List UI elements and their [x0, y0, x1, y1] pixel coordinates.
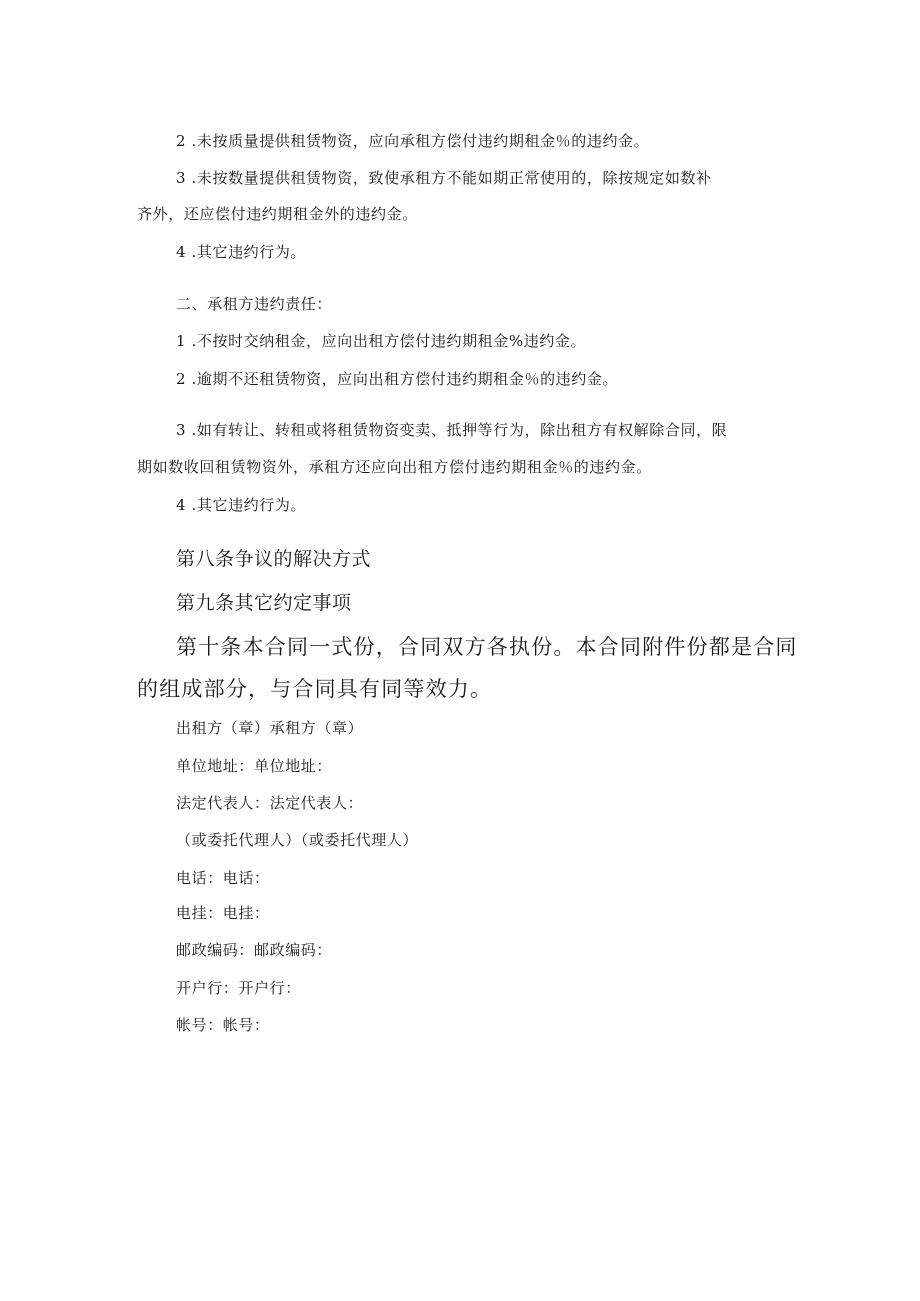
- signature-telex: 电挂：电挂：: [176, 904, 270, 922]
- lessor-breach-item-2: 2 .未按质量提供租赁物资，应向承租方偿付违约期租金％的违约金。: [176, 132, 650, 150]
- article-9-heading: 第九条其它约定事项: [176, 592, 352, 614]
- signature-phone: 电话：电话：: [176, 869, 270, 887]
- lessee-breach-heading: 二、承租方违约责任：: [176, 295, 333, 313]
- lessor-breach-item-3-line-2: 齐外，还应偿付违约期租金外的违约金。: [137, 205, 418, 223]
- signature-address: 单位地址：单位地址：: [176, 757, 333, 775]
- article-10-line-1: 第十条本合同一式份，合同双方各执份。本合同附件份都是合同: [176, 635, 798, 659]
- lessor-breach-item-3-line-1: 3 .未按数量提供租赁物资，致使承租方不能如期正常使用的，除按规定如数补: [176, 169, 712, 187]
- lessee-breach-item-3-line-1: 3 .如有转让、转租或将租赁物资变卖、抵押等行为，除出租方有权解除合同，限: [176, 421, 728, 439]
- signature-postal-code: 邮政编码：邮政编码：: [176, 941, 333, 959]
- lessee-breach-item-4: 4 .其它违约行为。: [176, 496, 307, 514]
- signature-agent: （或委托代理人）（或委托代理人）: [176, 831, 419, 849]
- lessor-breach-item-4: 4 .其它违约行为。: [176, 243, 307, 261]
- signature-legal-rep: 法定代表人：法定代表人：: [176, 794, 364, 812]
- signature-bank: 开户行：开户行：: [176, 979, 301, 997]
- lessee-breach-item-2: 2 .逾期不还租赁物资，应向出租方偿付违约期租金％的违约金。: [176, 370, 619, 388]
- lessee-breach-item-3-line-2: 期如数收回租赁物资外，承租方还应向出租方偿付违约期租金％的违约金。: [137, 458, 652, 476]
- article-10-line-2: 的组成部分，与合同具有同等效力。: [137, 677, 493, 701]
- article-8-heading: 第八条争议的解决方式: [176, 548, 372, 570]
- signature-account: 帐号：帐号：: [176, 1016, 270, 1034]
- signature-parties: 出租方（章）承租方（章）: [176, 719, 364, 737]
- lessee-breach-item-1: 1 .不按时交纳租金，应向出租方偿付违约期租金%违约金。: [176, 332, 587, 350]
